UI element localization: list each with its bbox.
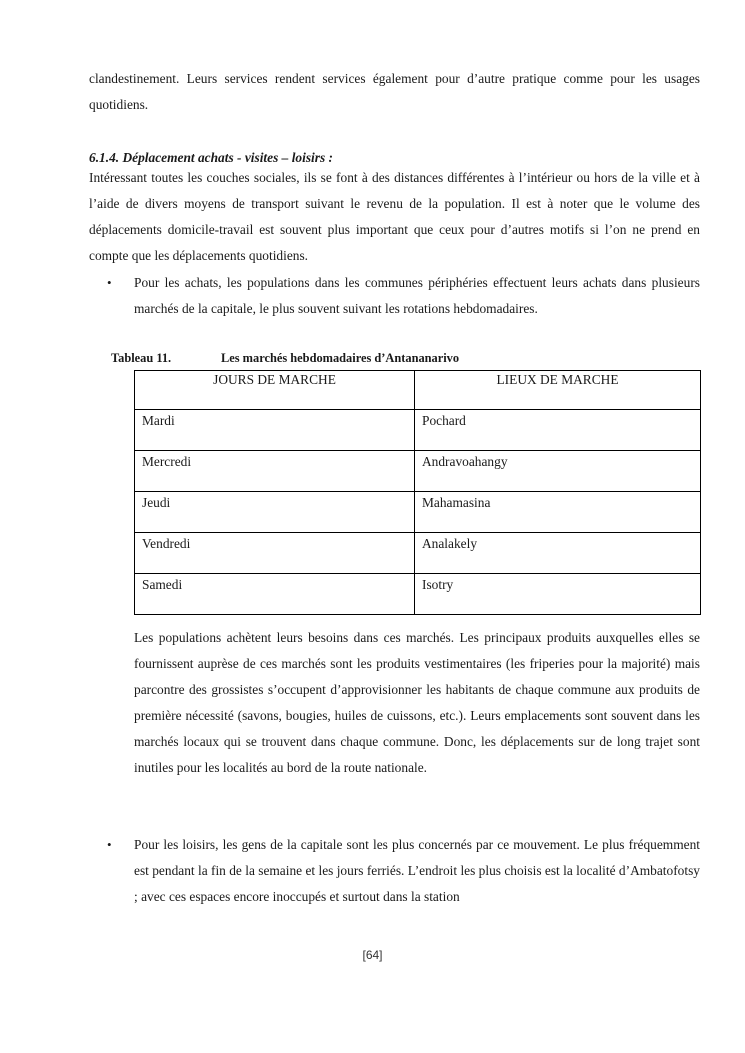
table-row [135, 492, 701, 533]
cell-jour: Samedi [135, 574, 415, 615]
page-number: [64] [362, 948, 383, 962]
cell-lieu: Andravoahangy [415, 451, 701, 492]
table-row [135, 574, 701, 615]
cell-lieu: Isotry [415, 574, 701, 615]
table-row [135, 451, 701, 492]
header-jours: JOURS DE MARCHE [135, 371, 415, 410]
table-caption-title: Les marchés hebdomadaires d’Antananarivo [221, 351, 460, 365]
table-caption-number: Tableau 11. [111, 351, 172, 365]
cell-jour: Jeudi [135, 492, 415, 533]
cell-lieu: Analakely [415, 533, 701, 574]
bullet-icon: • [107, 275, 112, 290]
table-header-row [135, 371, 701, 410]
bullet-text-loisirs: Pour les loisirs, les gens de la capitale sont les plus concernés par ce mouvement. Le plus fréquemment est pendant la fin de la semaine et les jours ferriés. L’endroit les plus choisis est la localité d’Ambatofotsy ; avec ces espaces encore inoccupés et surtout dans la station [134, 837, 700, 904]
table-caption [111, 351, 459, 366]
cell-jour: Mardi [135, 410, 415, 451]
table-row [135, 410, 701, 451]
markets-table [134, 370, 701, 615]
bullet-text-achats: Pour les achats, les populations dans les communes périphéries effectuent leurs achats dans plusieurs marchés de la capitale, le plus souvent suivant les rotations hebdomadaires. [134, 275, 700, 316]
table-row [135, 533, 701, 574]
paragraph-markets: Les populations achètent leurs besoins dans ces marchés. Les principaux produits auxquelles elles se fournissent auprèse de ces marchés sont les produits vestimentaires (les friperies pour la majorité) mais parcontre des grossistes s’occupent d’approvisionner les habitants de chaque commune aux produits de première nécessité (savons, bougies, huiles de cuissons, etc.). Leurs emplacements sont souvent dans les marchés locaux qui se trouvent dans chaque commune. Donc, les déplacements sur de long trajet sont inutiles pour les localités au bord de la route nationale. [134, 630, 700, 775]
paragraph-continuation: clandestinement. Leurs services rendent services également pour d’autre pratique comme pour les usages quotidiens. [89, 71, 700, 112]
paragraph-intro: Intéressant toutes les couches sociales, ils se font à des distances différentes à l’intérieur ou hors de la ville et à l’aide de divers moyens de transport suivant le revenu de la population. Il est à noter que le volume des déplacements domicile-travail est souvent plus important que ceux pour d’autres motifs si l’on ne prend en compte que les déplacements quotidiens. [89, 170, 700, 263]
cell-lieu: Pochard [415, 410, 701, 451]
bullet-icon: • [107, 837, 112, 852]
header-lieux: LIEUX DE MARCHE [415, 371, 701, 410]
cell-lieu: Mahamasina [415, 492, 701, 533]
section-heading: 6.1.4. Déplacement achats - visites – loisirs : [89, 150, 333, 165]
cell-jour: Mercredi [135, 451, 415, 492]
cell-jour: Vendredi [135, 533, 415, 574]
